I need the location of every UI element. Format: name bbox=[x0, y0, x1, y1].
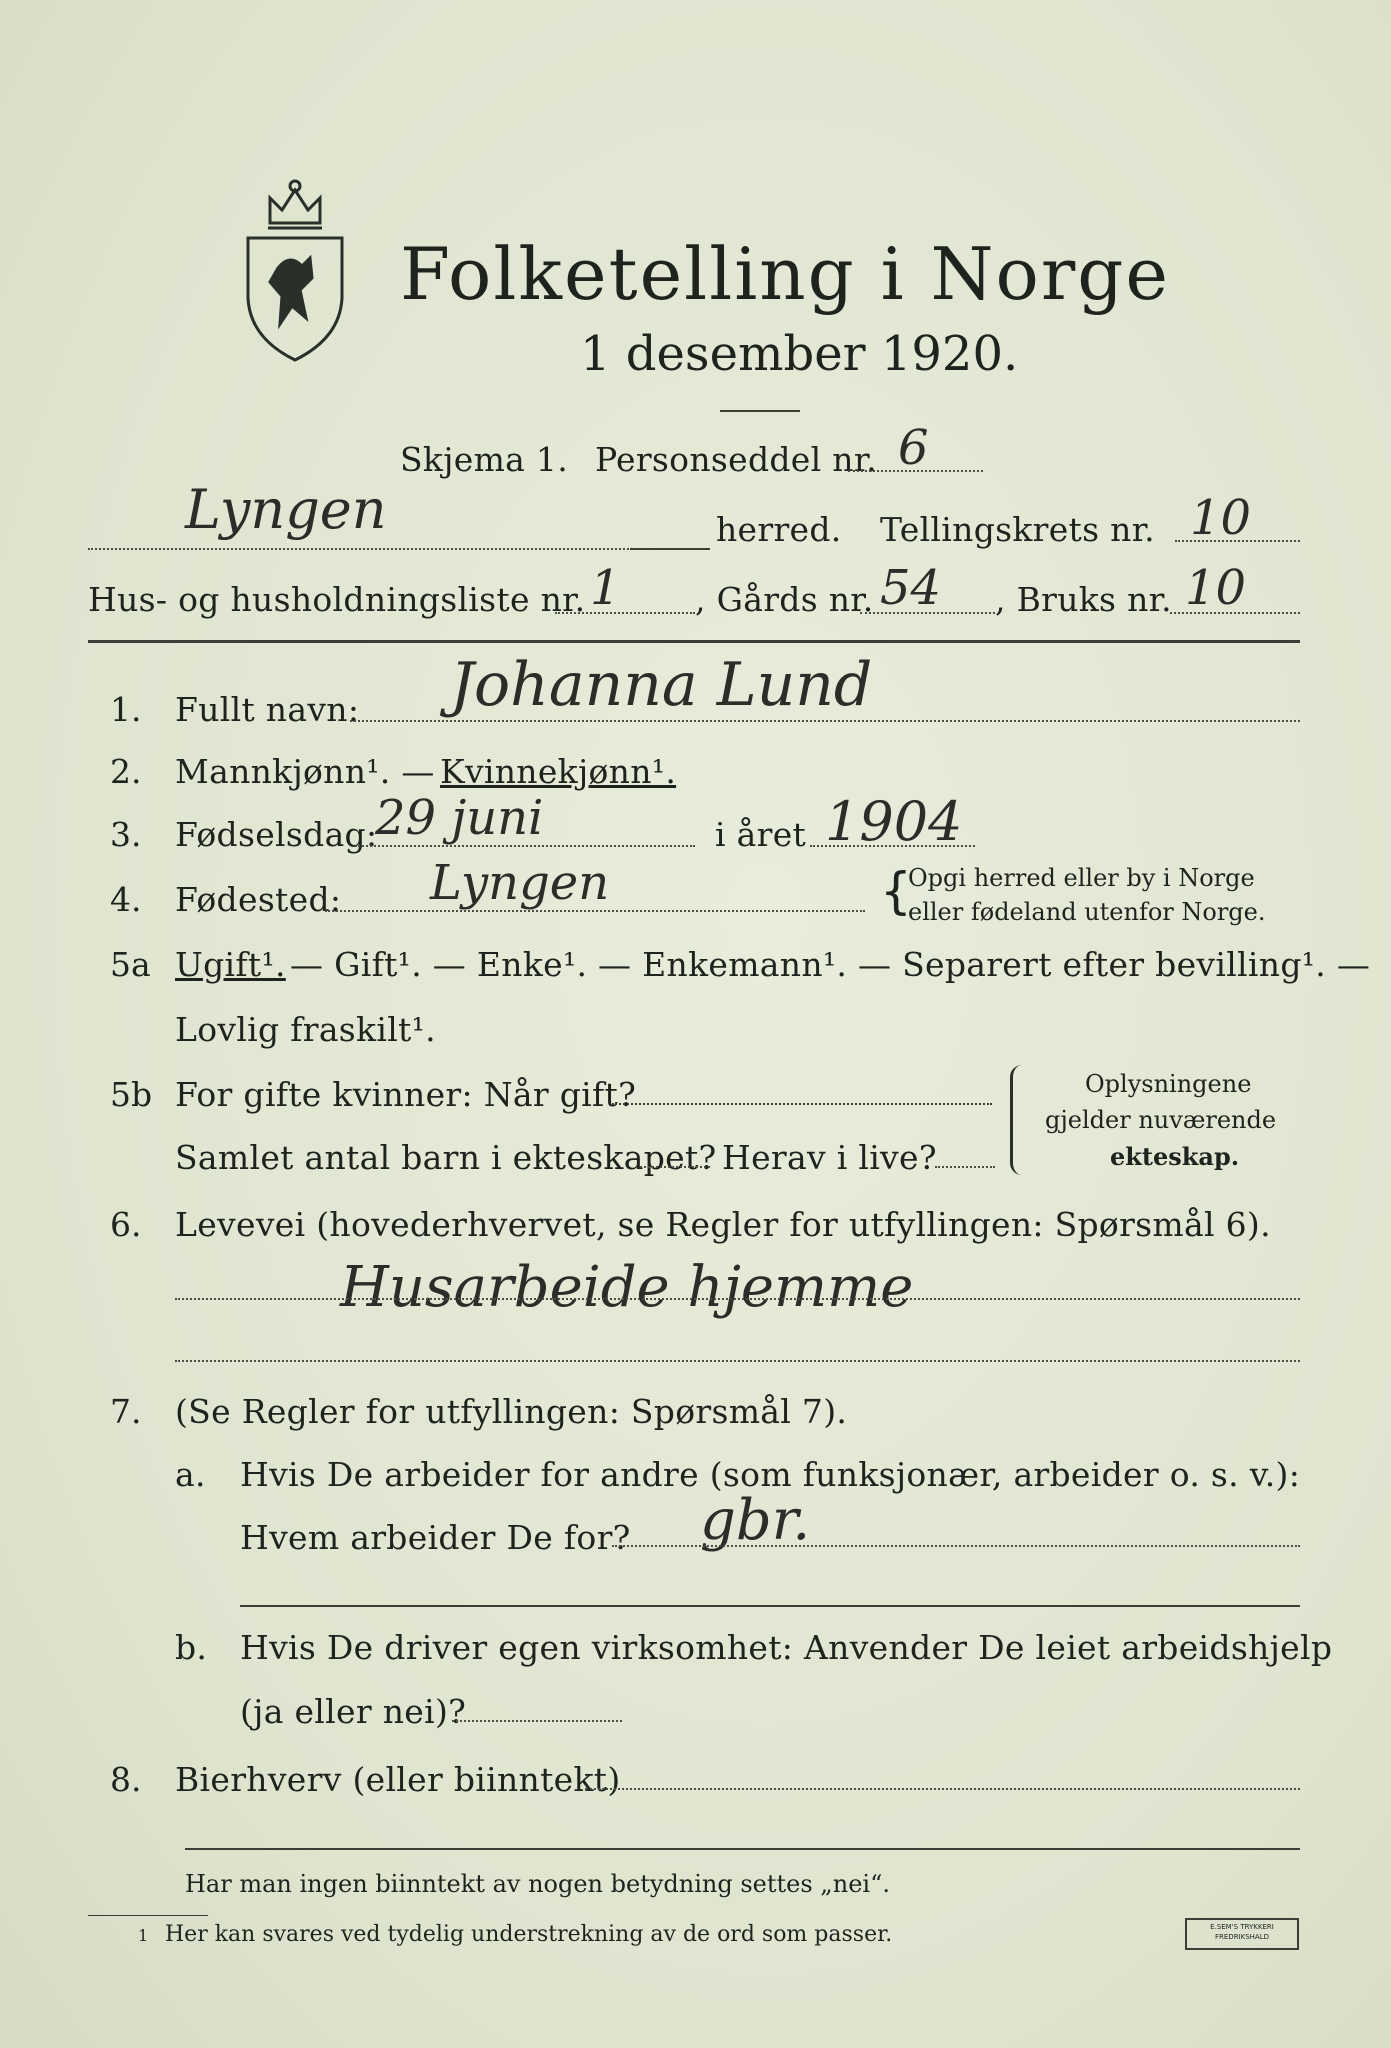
footer-note: Har man ingen biinntekt av nogen betydning settes „nei“. bbox=[185, 1870, 890, 1898]
full-name-value[interactable]: Johanna Lund bbox=[450, 650, 873, 720]
birth-year-value[interactable]: 1904 bbox=[825, 790, 963, 853]
tellingskrets-line bbox=[1175, 540, 1300, 542]
q5b-note-line3: ekteskap. bbox=[1110, 1142, 1240, 1171]
q7b-line2: (ja eller nei)? bbox=[240, 1692, 467, 1731]
printer-stamp bbox=[1185, 1918, 1299, 1950]
norwegian-coat-of-arms-icon bbox=[240, 178, 350, 363]
q6-label: Levevei (hovederhvervet, se Regler for utfyllingen: Spørsmål 6). bbox=[175, 1205, 1271, 1244]
q4-label: Fødested: bbox=[175, 880, 342, 919]
printer-stamp-line1: E.SEM'S TRYKKERI bbox=[1210, 1923, 1274, 1931]
children-alive-line bbox=[935, 1166, 995, 1168]
q5b-number: 5b bbox=[110, 1075, 153, 1114]
gards-value[interactable]: 54 bbox=[880, 560, 942, 616]
bruks-line bbox=[1170, 612, 1300, 614]
occupation-value[interactable]: Husarbeide hjemme bbox=[340, 1255, 914, 1320]
q5b-label1: For gifte kvinner: Når gift? bbox=[175, 1075, 637, 1114]
q5a-ugift[interactable]: Ugift¹. bbox=[175, 945, 286, 984]
q4-note-line1: Opgi herred eller by i Norge bbox=[908, 864, 1255, 892]
title-rule bbox=[720, 410, 800, 412]
q5a-options: — Gift¹. — Enke¹. — Enkemann¹. — Separert efter bevilling¹. — bbox=[290, 945, 1371, 984]
form-title: Folketelling i Norge bbox=[400, 232, 1170, 316]
birthplace-value[interactable]: Lyngen bbox=[430, 855, 610, 911]
employer-value[interactable]: gbr. bbox=[700, 1488, 811, 1553]
q3-label: Fødselsdag: bbox=[175, 815, 378, 854]
tellingskrets-label: Tellingskrets nr. bbox=[880, 510, 1155, 549]
side-income-line2 bbox=[185, 1848, 1300, 1850]
q2-male-label: Mannkjønn¹. — bbox=[175, 752, 435, 791]
footnote-rule bbox=[88, 1915, 208, 1916]
gards-label: , Gårds nr. bbox=[695, 580, 874, 619]
bruks-label: , Bruks nr. bbox=[995, 580, 1172, 619]
header-divider bbox=[88, 640, 1300, 643]
q7a-line2: Hvem arbeider De for? bbox=[240, 1518, 631, 1557]
occupation-line1 bbox=[175, 1298, 1300, 1300]
q8-label: Bierhverv (eller biinntekt) bbox=[175, 1760, 621, 1799]
q1-label: Fullt navn: bbox=[175, 690, 360, 729]
hired-help-line bbox=[452, 1720, 622, 1722]
employer-line2 bbox=[240, 1605, 1300, 1607]
q3-number: 3. bbox=[110, 815, 142, 854]
q4-note-line2: eller fødeland utenfor Norge. bbox=[908, 898, 1266, 926]
q6-number: 6. bbox=[110, 1205, 142, 1244]
full-name-line bbox=[350, 720, 1300, 722]
q5b-label3: Herav i live? bbox=[722, 1138, 937, 1177]
hus-label: Hus- og husholdningsliste nr. bbox=[88, 580, 586, 619]
herred-label: herred. bbox=[716, 510, 842, 549]
q8-number: 8. bbox=[110, 1760, 142, 1799]
q7-label: (Se Regler for utfyllingen: Spørsmål 7). bbox=[175, 1392, 848, 1431]
q5b-note-line2: gjelder nuværende bbox=[1045, 1106, 1277, 1134]
skjema-label: Skjema 1. bbox=[400, 440, 569, 479]
tellingskrets-value[interactable]: 10 bbox=[1190, 490, 1252, 546]
year-label: i året bbox=[715, 815, 807, 854]
hus-value[interactable]: 1 bbox=[590, 560, 621, 616]
printer-stamp-line2: FREDRIKSHALD bbox=[1214, 1933, 1269, 1941]
occupation-line2 bbox=[175, 1360, 1300, 1362]
census-date: 1 desember 1920. bbox=[580, 326, 1019, 382]
q5b-bracket bbox=[1010, 1065, 1029, 1175]
personseddel-label: Personseddel nr. bbox=[595, 440, 878, 479]
birth-date-line bbox=[355, 845, 695, 847]
personseddel-value[interactable]: 6 bbox=[898, 420, 929, 476]
bruks-value[interactable]: 10 bbox=[1185, 560, 1247, 616]
q7a-line1: Hvis De arbeider for andre (som funksjonær, arbeider o. s. v.): bbox=[240, 1455, 1301, 1494]
birth-date-value[interactable]: 29 juni bbox=[375, 790, 544, 846]
q5a-number: 5a bbox=[110, 945, 151, 984]
q1-number: 1. bbox=[110, 690, 142, 729]
q2-female-label[interactable]: Kvinnekjønn¹. bbox=[440, 752, 677, 791]
q7-number: 7. bbox=[110, 1392, 142, 1431]
personseddel-line bbox=[848, 470, 983, 472]
herred-value[interactable]: Lyngen bbox=[185, 478, 387, 541]
hus-line bbox=[555, 612, 695, 614]
q2-number: 2. bbox=[110, 752, 142, 791]
q4-number: 4. bbox=[110, 880, 142, 919]
herred-line bbox=[88, 548, 708, 550]
q7a-letter: a. bbox=[175, 1455, 206, 1494]
married-when-line bbox=[612, 1103, 992, 1105]
footnote-mark: 1 bbox=[138, 1926, 149, 1945]
side-income-line bbox=[585, 1788, 1300, 1790]
gards-line bbox=[860, 612, 995, 614]
q5b-note-line1: Oplysningene bbox=[1085, 1070, 1252, 1098]
footnote-text: Her kan svares ved tydelig understrekning av de ord som passer. bbox=[165, 1922, 893, 1947]
q4-brace: { bbox=[880, 862, 912, 920]
q7b-letter: b. bbox=[175, 1628, 208, 1667]
children-total-line bbox=[640, 1166, 710, 1168]
herred-line-solid bbox=[630, 548, 710, 550]
q5a-line2: Lovlig fraskilt¹. bbox=[175, 1010, 436, 1049]
birth-year-line bbox=[810, 845, 975, 847]
q7b-line1: Hvis De driver egen virksomhet: Anvender De leiet arbeidshjelp bbox=[240, 1628, 1333, 1667]
employer-line bbox=[612, 1545, 1300, 1547]
q5b-label2: Samlet antal barn i ekteskapet? bbox=[175, 1138, 717, 1177]
birthplace-line bbox=[325, 910, 865, 912]
